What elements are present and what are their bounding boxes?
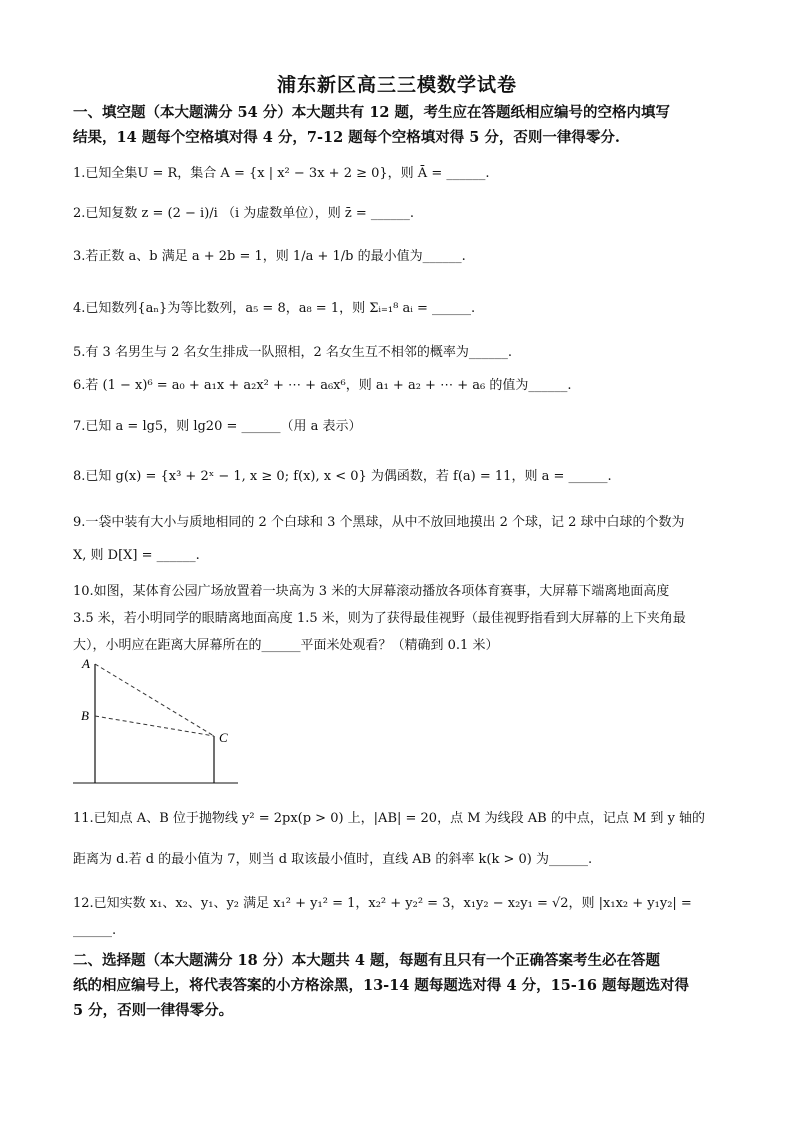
question-7: 7.已知 a = lg5，则 lg20 = ______（用 a 表示）: [73, 419, 362, 434]
question-10-line2: 3.5 米，若小明同学的眼睛离地面高度 1.5 米，则为了获得最佳视野（最佳视野指看到大屏幕的上下夹角最: [73, 611, 686, 626]
section1-header-line2: 结果，14 题每个空格填对得 4 分，7-12 题每个空格填对得 5 分，否则一律得零分.: [73, 129, 620, 146]
question-10-line3: 大），小明应在距离大屏幕所在的______平面米处观看？（精确到 0.1 米）: [73, 638, 499, 653]
question-9: [73, 509, 733, 569]
question-9-line2: X, 则 D[X] = ______.: [73, 548, 200, 563]
question-12: [73, 890, 733, 944]
question-6: 6.若 (1 − x)⁶ = a₀ + a₁x + a₂x² + ⋯ + a₆x⁶，则 a₁ + a₂ + ⋯ + a₆ 的值为______.: [73, 378, 572, 393]
question-3: 3.若正数 a、b 满足 a + 2b = 1，则 1/a + 1/b 的最小值为______.: [73, 249, 466, 264]
question-12-line2: ______.: [73, 923, 117, 938]
question-11-line2: 距离为 d.若 d 的最小值为 7，则当 d 取该最小值时，直线 AB 的斜率 k(k > 0) 为______.: [73, 852, 593, 867]
section2-header-line1: 二、选择题（本大题满分 18 分）本大题共 4 题，每题有且只有一个正确答案考生必在答题: [73, 952, 660, 969]
section2-header-line3: 5 分，否则一律得零分。: [73, 1002, 234, 1019]
question-11: [73, 805, 733, 873]
question-2: 2.已知复数 z = (2 − i)/i （i 为虚数单位），则 z̄ = ______.: [73, 206, 415, 221]
diagram-svg: [73, 650, 243, 790]
section1-header: [73, 100, 733, 150]
question-11-line1: 11.已知点 A、B 位于抛物线 y² = 2px(p > 0) 上，|AB| = 20，点 M 为线段 AB 的中点，记点 M 到 y 轴的: [73, 811, 706, 826]
question-10: [73, 578, 733, 659]
page-title: 浦东新区高三三模数学试卷: [276, 74, 517, 96]
question-12-line1: 12.已知实数 x₁、x₂、y₁、y₂ 满足 x₁² + y₁² = 1，x₂² + y₂² = 3，x₁y₂ − x₂y₁ = √2，则 |x₁x₂ + y₁y₂| =: [73, 896, 692, 911]
question-8: 8.已知 g(x) = {x³ + 2ˣ − 1, x ≥ 0; f(x), x < 0} 为偶函数，若 f(a) = 11，则 a = ______.: [73, 469, 612, 484]
section2-header: [73, 948, 733, 1023]
label-b: B: [81, 708, 89, 723]
question-10-line1: 10.如图，某体育公园广场放置着一块高为 3 米的大屏幕滚动播放各项体育赛事，大屏幕下端离地面高度: [73, 584, 670, 599]
section1-header-line1: 一、填空题（本大题满分 54 分）本大题共有 12 题，考生应在答题纸相应编号的空格内填写: [73, 104, 671, 121]
question-1: 1.已知全集U = R，集合 A = {x | x² − 3x + 2 ≥ 0}，则 Ā = ______.: [73, 166, 490, 181]
label-a: A: [82, 656, 90, 671]
screen-diagram: [73, 650, 243, 790]
sightline-b: [95, 716, 214, 736]
section2-header-line2: 纸的相应编号上，将代表答案的小方格涂黑，13-14 题每题选对得 4 分，15-16 题每题选对得: [73, 977, 690, 994]
label-c: C: [219, 730, 228, 745]
question-5: 5.有 3 名男生与 2 名女生排成一队照相，2 名女生互不相邻的概率为______.: [73, 345, 513, 360]
question-4: 4.已知数列{aₙ}为等比数列，a₅ = 8，a₈ = 1，则 Σᵢ₌₁⁸ aᵢ = ______.: [73, 301, 476, 316]
sightline-a: [95, 664, 214, 736]
question-9-line1: 9.一袋中装有大小与质地相同的 2 个白球和 3 个黑球，从中不放回地摸出 2 个球，记 2 球中白球的个数为: [73, 515, 685, 530]
